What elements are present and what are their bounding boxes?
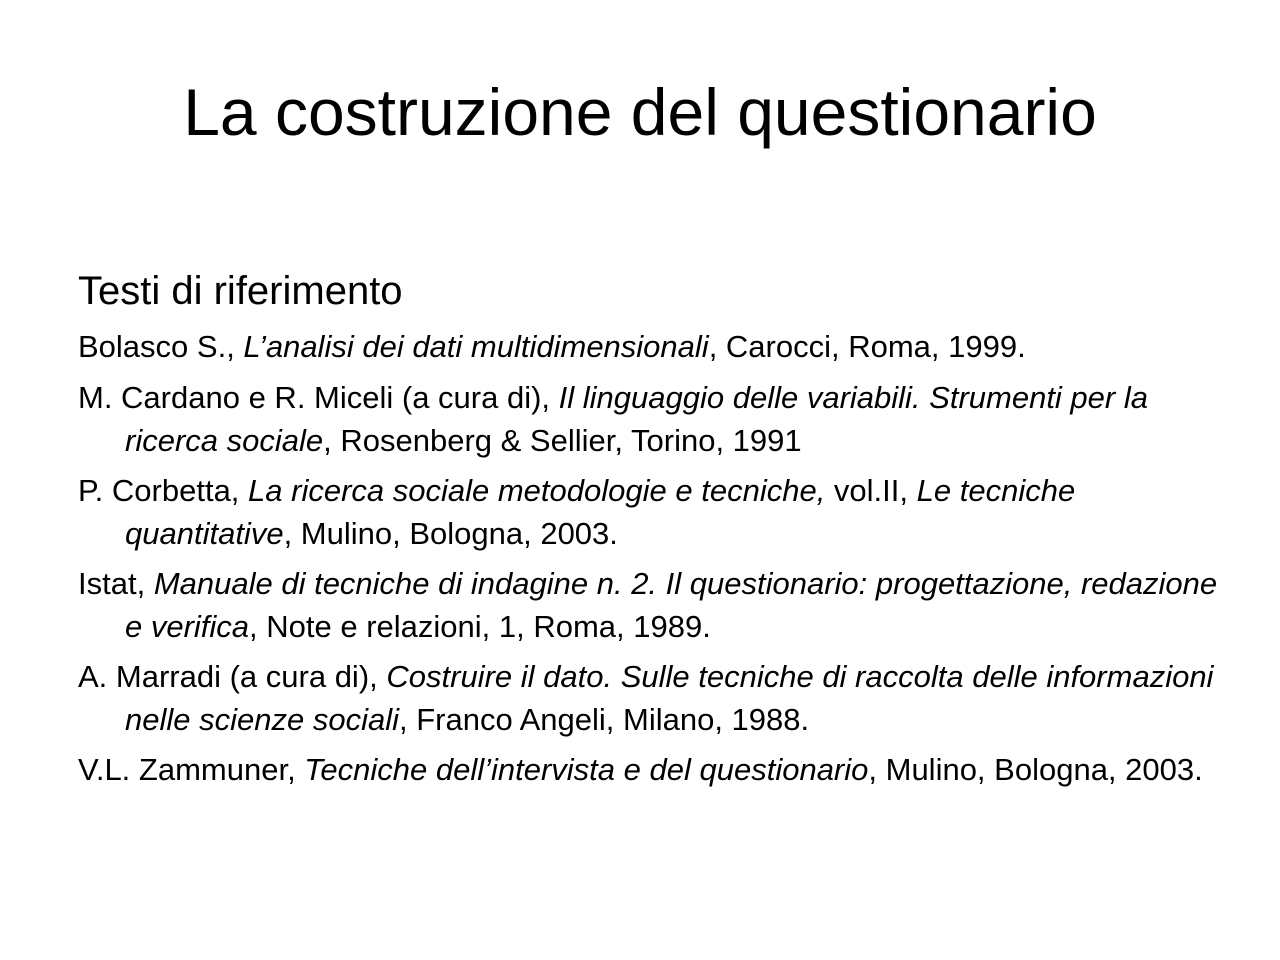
reference-author: Bolasco S.,: [78, 329, 244, 364]
reference-item: [78, 748, 1238, 791]
reference-item: [78, 376, 1238, 462]
reference-item: [78, 469, 1238, 555]
reference-subtitle: Le tecniche quantitative: [125, 473, 1076, 551]
reference-item: [78, 655, 1238, 741]
reference-title: Manuale di tecniche di indagine n. 2. Il questionario: progettazione, redazione e verifica: [125, 566, 1218, 644]
reference-list: [78, 325, 1238, 798]
reference-author: A. Marradi (a cura di),: [78, 659, 387, 694]
reference-publisher: , Note e relazioni, 1, Roma, 1989.: [249, 609, 711, 644]
reference-publisher: , Rosenberg & Sellier, Torino, 1991: [323, 423, 802, 458]
section-heading: Testi di riferimento: [78, 269, 403, 313]
reference-title: L’analisi dei dati multidimensionali: [243, 329, 709, 364]
reference-title: Costruire il dato. Sulle tecniche di raccolta delle informazioni nelle scienze sociali: [125, 659, 1214, 737]
reference-author: Istat,: [78, 566, 154, 601]
reference-title: La ricerca sociale metodologie e tecniche,: [248, 473, 826, 508]
reference-item: [78, 325, 1238, 368]
reference-title: Il linguaggio delle variabili. Strumenti per la ricerca sociale: [125, 380, 1148, 458]
reference-publisher: , Mulino, Bologna, 2003.: [283, 516, 618, 551]
reference-title: Tecniche dell’intervista e del questionario: [304, 752, 869, 787]
reference-publisher: , Carocci, Roma, 1999.: [708, 329, 1026, 364]
reference-item: [78, 562, 1238, 648]
slide-title: La costruzione del questionario: [183, 75, 1097, 149]
reference-author: M. Cardano e R. Miceli (a cura di),: [78, 380, 559, 415]
reference-publisher: , Franco Angeli, Milano, 1988.: [398, 702, 810, 737]
reference-author: P. Corbetta,: [78, 473, 249, 508]
reference-volume: vol.II,: [825, 473, 917, 508]
reference-publisher: , Mulino, Bologna, 2003.: [868, 752, 1203, 787]
reference-author: V.L. Zammuner,: [78, 752, 305, 787]
